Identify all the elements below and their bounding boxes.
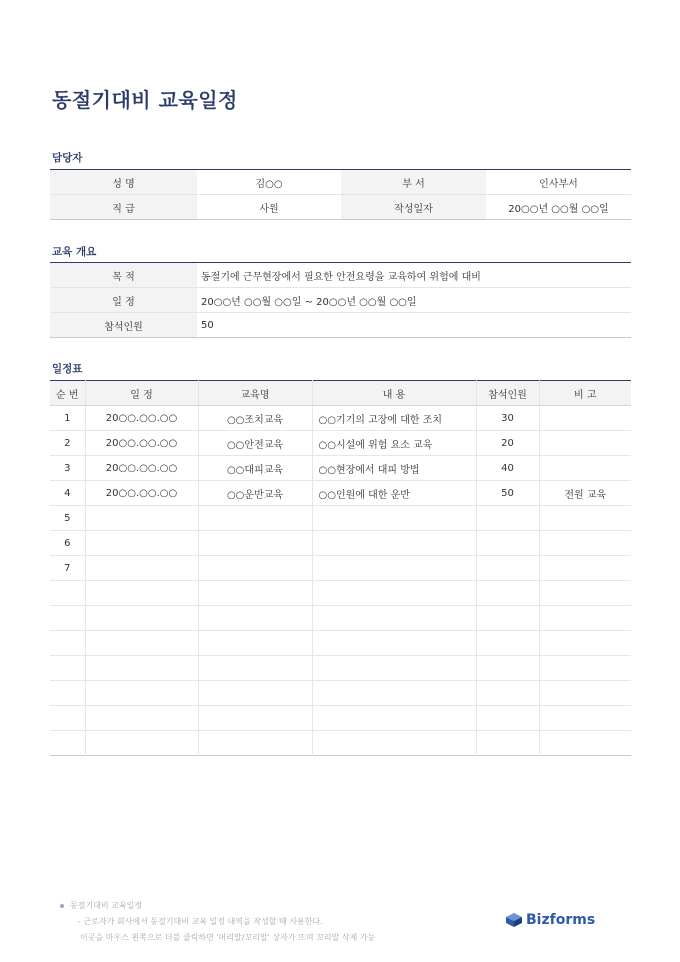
- row-note: [539, 556, 631, 581]
- table-row: [50, 481, 631, 506]
- table-row: [50, 313, 631, 338]
- footer-hint: 이곳을 마우스 왼쪽으로 더블 클릭하면 '머리말/꼬리말' 상자가 뜨며 꼬리말 삭제 가능: [80, 933, 376, 942]
- table-row: [50, 506, 631, 531]
- row-attendees: 20: [476, 431, 539, 456]
- row-note: [539, 731, 631, 756]
- row-date: [85, 656, 198, 681]
- row-no: [50, 681, 85, 706]
- bullet-icon: [60, 904, 64, 908]
- brand-name: Bizforms: [526, 911, 596, 928]
- row-attendees: [476, 631, 539, 656]
- row-course: [198, 706, 312, 731]
- header-content: 내 용: [312, 381, 476, 406]
- bizforms-logo: [505, 911, 595, 928]
- row-no: [50, 731, 85, 756]
- row-note: [539, 706, 631, 731]
- table-header-row: [50, 381, 631, 406]
- table-row: [50, 581, 631, 606]
- row-attendees: [476, 731, 539, 756]
- row-attendees: [476, 606, 539, 631]
- written-date-value: 20○○년 ○○월 ○○일: [486, 195, 631, 220]
- rank-label: 직 급: [50, 195, 197, 220]
- header-note: 비 고: [539, 381, 631, 406]
- row-no: 1: [50, 406, 85, 431]
- row-course: [198, 631, 312, 656]
- row-no: [50, 606, 85, 631]
- header-attendees: 참석인원: [476, 381, 539, 406]
- table-row: [50, 170, 631, 195]
- table-row: [50, 681, 631, 706]
- row-course: [198, 656, 312, 681]
- table-row: [50, 288, 631, 313]
- row-date: 20○○.○○.○○: [85, 431, 198, 456]
- name-value: 김○○: [255, 178, 283, 190]
- table-row: [50, 531, 631, 556]
- row-course: [198, 506, 312, 531]
- row-no: 5: [50, 506, 85, 531]
- row-attendees: [476, 531, 539, 556]
- row-no: 7: [50, 556, 85, 581]
- row-date: 20○○.○○.○○: [85, 456, 198, 481]
- table-row: [50, 656, 631, 681]
- row-course: [198, 581, 312, 606]
- table-row: [50, 706, 631, 731]
- row-date: [85, 556, 198, 581]
- row-content: [312, 706, 476, 731]
- name-label: 성 명: [50, 170, 197, 195]
- schedule-section-label: 일정표: [52, 363, 83, 375]
- row-attendees: [476, 656, 539, 681]
- row-note: [539, 531, 631, 556]
- row-content: [312, 606, 476, 631]
- written-date-label: 작성일자: [341, 195, 486, 220]
- row-no: [50, 706, 85, 731]
- row-note: [539, 631, 631, 656]
- table-row: [50, 606, 631, 631]
- bizforms-logo-icon: [505, 911, 523, 928]
- table-row: [50, 431, 631, 456]
- row-content: ○○기기의 고장에 대한 조치: [312, 406, 476, 431]
- row-attendees: [476, 681, 539, 706]
- attendees-label: 참석인원: [50, 313, 197, 338]
- header-no: 순 번: [50, 381, 85, 406]
- row-note: [539, 506, 631, 531]
- row-no: [50, 581, 85, 606]
- table-row: [50, 406, 631, 431]
- overview-table: [50, 262, 631, 338]
- row-no: [50, 656, 85, 681]
- row-no: 6: [50, 531, 85, 556]
- row-course: ○○안전교육: [198, 431, 312, 456]
- footer-description: - 근로자가 회사에서 동절기대비 교육 일정 내역을 작성할 때 사용한다.: [78, 917, 323, 926]
- row-course: [198, 681, 312, 706]
- row-content: ○○시설에 위험 요소 교육: [312, 431, 476, 456]
- row-content: [312, 731, 476, 756]
- row-content: [312, 631, 476, 656]
- row-course: ○○대피교육: [198, 456, 312, 481]
- row-content: [312, 681, 476, 706]
- row-attendees: [476, 506, 539, 531]
- period-value: 20○○년 ○○월 ○○일 ~ 20○○년 ○○월 ○○일: [197, 288, 631, 313]
- row-content: [312, 531, 476, 556]
- row-attendees: 40: [476, 456, 539, 481]
- row-content: ○○인원에 대한 운반: [312, 481, 476, 506]
- row-course: ○○운반교육: [198, 481, 312, 506]
- manager-section-label: 담당자: [52, 152, 83, 164]
- row-date: [85, 581, 198, 606]
- row-note: 전원 교육: [539, 481, 631, 506]
- manager-table: [50, 169, 631, 220]
- table-row: [50, 731, 631, 756]
- row-date: [85, 731, 198, 756]
- schedule-table: [50, 380, 631, 756]
- row-course: [198, 531, 312, 556]
- footer: [60, 898, 375, 946]
- table-row: [50, 556, 631, 581]
- row-date: [85, 606, 198, 631]
- row-date: 20○○.○○.○○: [85, 481, 198, 506]
- footer-title: 동절기대비 교육일정: [70, 901, 143, 910]
- row-date: [85, 681, 198, 706]
- row-date: [85, 531, 198, 556]
- row-attendees: 30: [476, 406, 539, 431]
- table-row: [50, 631, 631, 656]
- row-date: 20○○.○○.○○: [85, 406, 198, 431]
- attendees-value: 50: [197, 313, 631, 338]
- table-row: [50, 195, 631, 220]
- table-row: [50, 263, 631, 288]
- purpose-value: 동절기에 근무현장에서 필요한 안전요령을 교육하여 위험에 대비: [201, 271, 481, 283]
- row-note: [539, 456, 631, 481]
- row-course: [198, 556, 312, 581]
- row-attendees: [476, 581, 539, 606]
- row-date: [85, 706, 198, 731]
- row-note: [539, 431, 631, 456]
- page-title: 동절기대비 교육일정: [52, 88, 238, 112]
- overview-section-label: 교육 개요: [52, 246, 97, 258]
- row-course: [198, 731, 312, 756]
- row-note: [539, 656, 631, 681]
- header-date: 일 정: [85, 381, 198, 406]
- department-value: 인사부서: [539, 178, 578, 190]
- row-attendees: 50: [476, 481, 539, 506]
- row-content: [312, 581, 476, 606]
- row-no: [50, 631, 85, 656]
- row-no: 4: [50, 481, 85, 506]
- header-course: 교육명: [198, 381, 312, 406]
- rank-value: 사원: [197, 195, 341, 220]
- row-content: [312, 506, 476, 531]
- row-note: [539, 581, 631, 606]
- row-date: [85, 506, 198, 531]
- row-content: [312, 556, 476, 581]
- row-course: ○○조치교육: [198, 406, 312, 431]
- row-attendees: [476, 706, 539, 731]
- row-note: [539, 406, 631, 431]
- department-label: 부 서: [341, 170, 486, 195]
- row-course: [198, 606, 312, 631]
- row-no: 2: [50, 431, 85, 456]
- row-note: [539, 606, 631, 631]
- row-content: ○○현장에서 대피 방법: [312, 456, 476, 481]
- row-date: [85, 631, 198, 656]
- row-attendees: [476, 556, 539, 581]
- row-content: [312, 656, 476, 681]
- table-row: [50, 456, 631, 481]
- row-no: 3: [50, 456, 85, 481]
- row-note: [539, 681, 631, 706]
- purpose-label: 목 적: [50, 263, 197, 288]
- period-label: 일 정: [50, 288, 197, 313]
